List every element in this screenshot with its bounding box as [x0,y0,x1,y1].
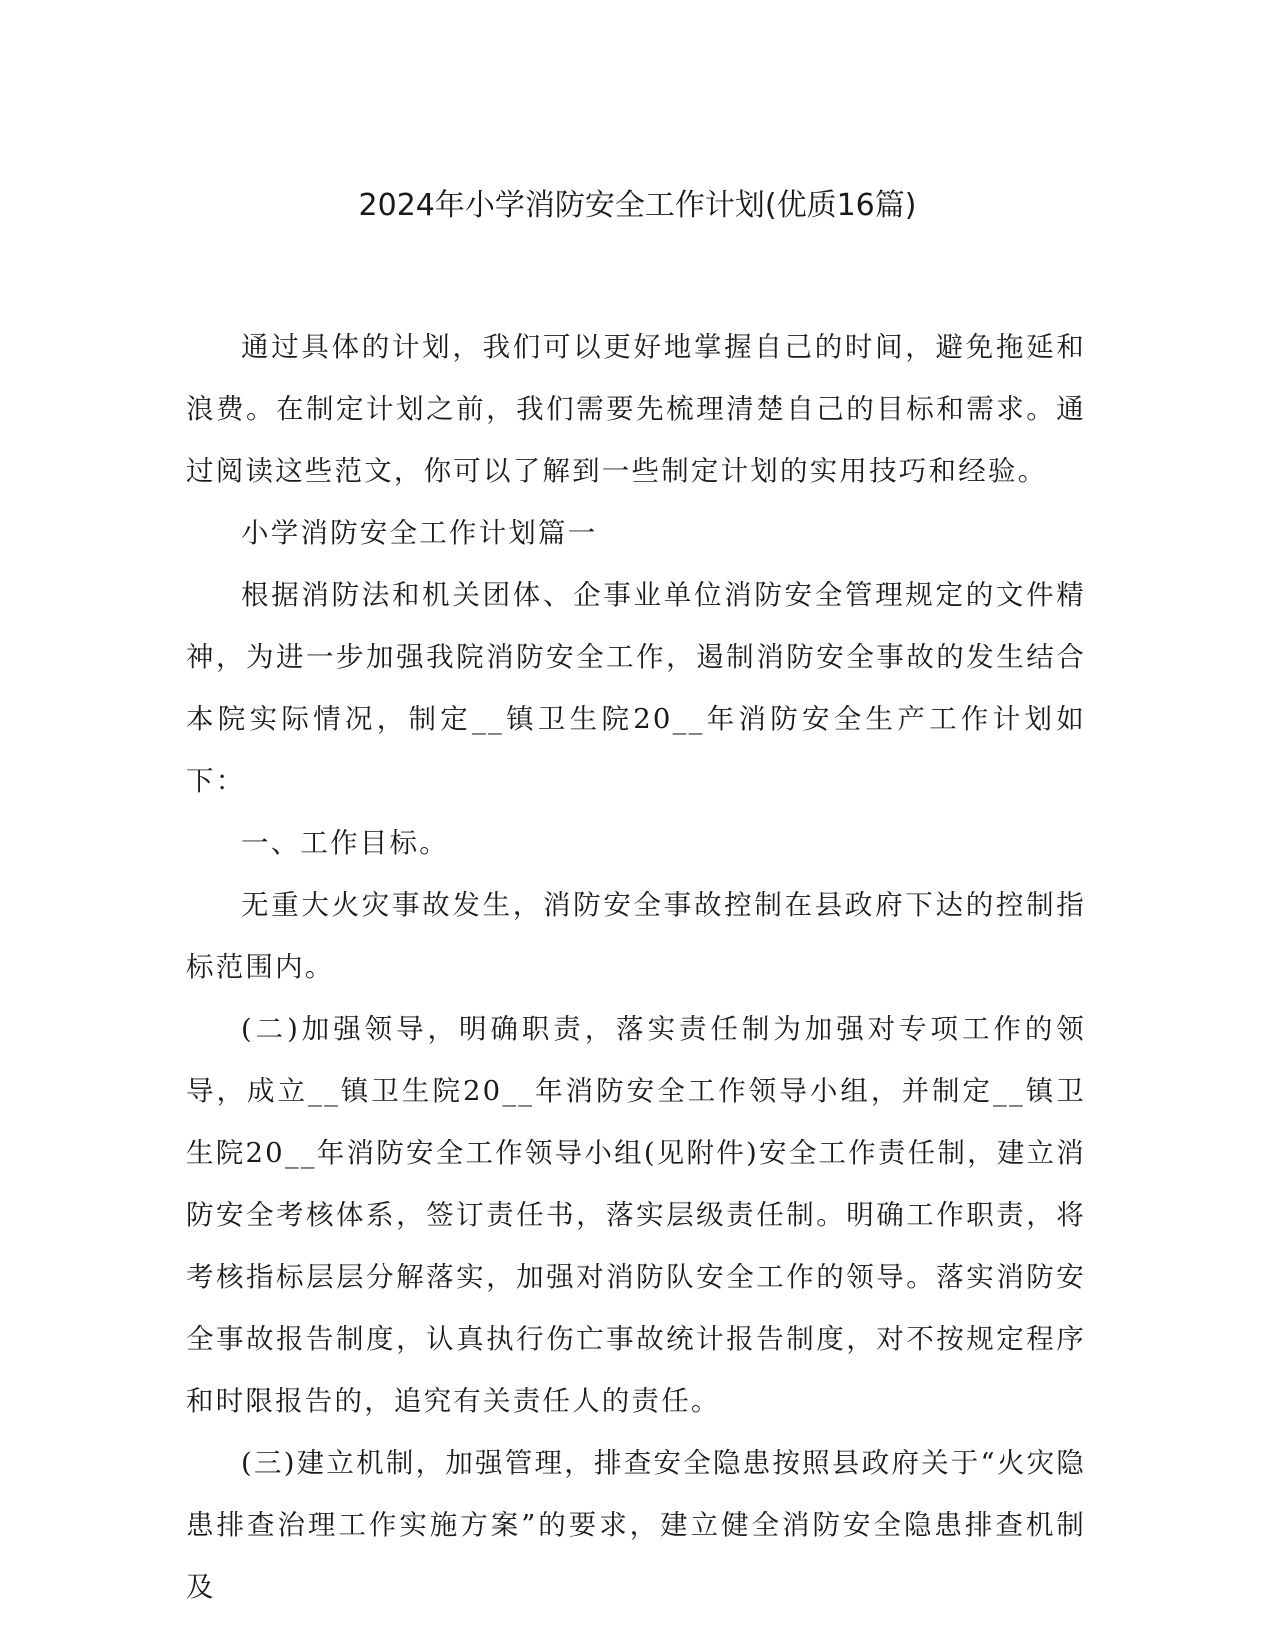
body-paragraph: (二)加强领导，明确职责，落实责任制为加强对专项工作的领导，成立__镇卫生院20__年消防安全工作领导小组，并制定__镇卫生院20__年消防安全工作领导小组(见附件)安全工作责任制，建立消防安全考核体系，签订责任书，落实层级责任制。明确工作职责，将考核指标层层分解落实，加强对消防队安全工作的领导。落实消防安全事故报告制度，认真执行伤亡事故统计报告制度，对不按规定程序和时限报告的，追究有关责任人的责任。 [186,1013,1086,1417]
document-title: 2024年小学消防安全工作计划(优质16篇) [358,188,917,223]
body-paragraph: 根据消防法和机关团体、企事业单位消防安全管理规定的文件精神，为进一步加强我院消防安全工作，遏制消防安全事故的发生结合本院实际情况，制定__镇卫生院20__年消防安全生产工作计划如下： [186,579,1086,797]
body-paragraph: (三)建立机制，加强管理，排查安全隐患按照县政府关于“火灾隐患排查治理工作实施方案”的要求，建立健全消防安全隐患排查机制及 [186,1447,1086,1603]
body-paragraph: 无重大火灾事故发生，消防安全事故控制在县政府下达的控制指标范围内。 [186,889,1086,983]
document-body [186,316,1086,1618]
intro-paragraph: 通过具体的计划，我们可以更好地掌握自己的时间，避免拖延和浪费。在制定计划之前，我们需要先梳理清楚自己的目标和需求。通过阅读这些范文，你可以了解到一些制定计划的实用技巧和经验。 [186,331,1086,487]
section-heading-part-one: 小学消防安全工作计划篇一 [241,517,598,549]
subheading-work-goal: 一、工作目标。 [241,827,449,859]
